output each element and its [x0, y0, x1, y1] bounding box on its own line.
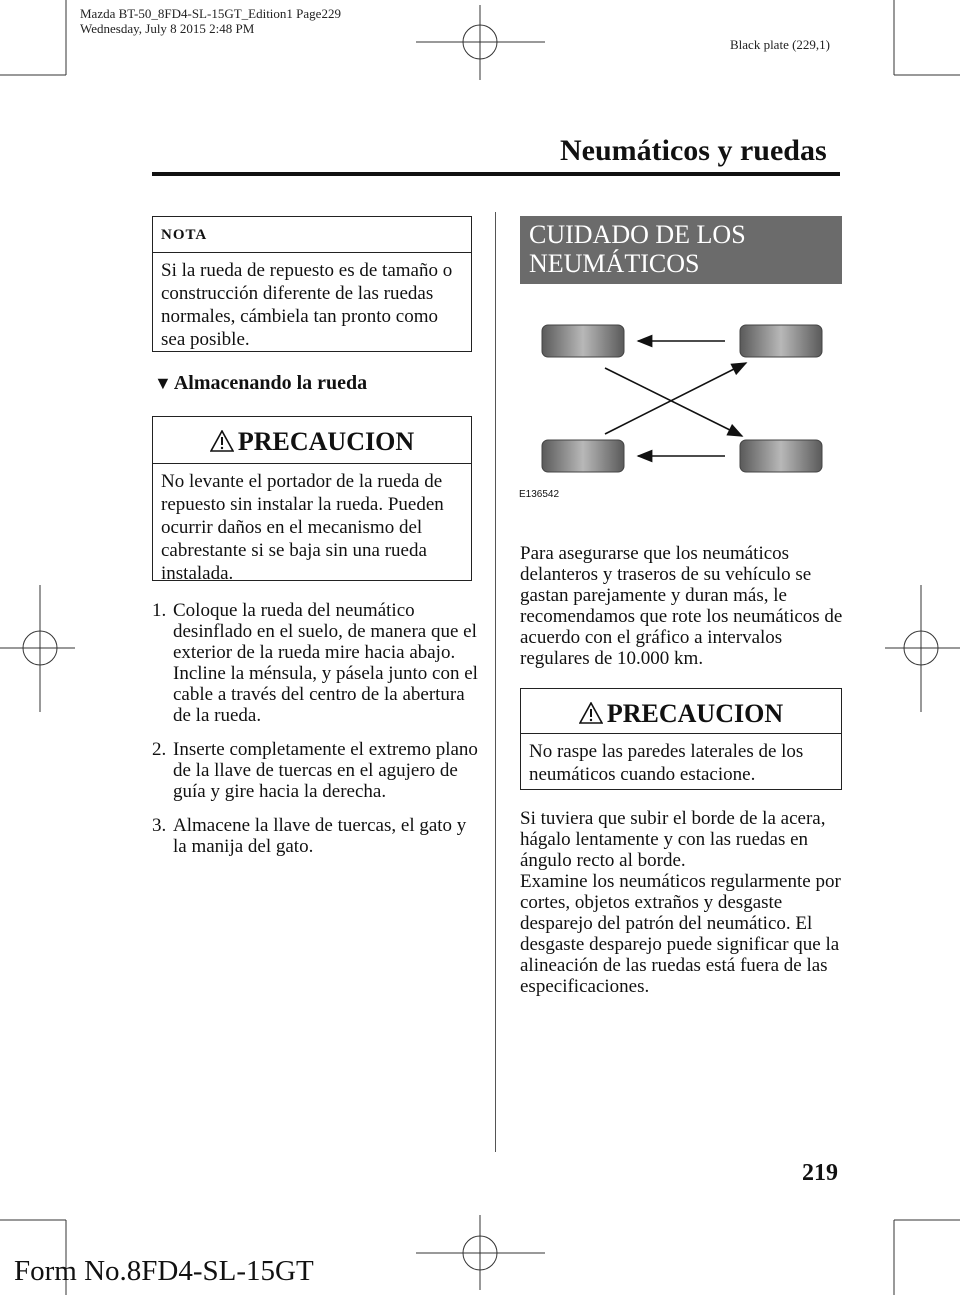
warning-icon: [210, 430, 234, 452]
steps-list: [152, 600, 482, 870]
list-item: [152, 815, 482, 857]
arrow-diagonal-up: [605, 363, 746, 434]
page-number: 219: [802, 1160, 838, 1186]
caution-title-right: PRECAUCION: [606, 699, 784, 728]
inspection-text: Examine los neumáticos regularmente por cortes, objetos extraños y desgaste desparejo del patrón del neumático. El desgaste desparejo puede significar que la alineación de las ruedas está fuera de las especificaciones.: [520, 871, 841, 997]
caution-heading-left: [153, 417, 471, 464]
tire-rotation-diagram: [520, 300, 842, 510]
step-text: Almacene la llave de tuercas, el gato y la manija del gato.: [173, 815, 467, 857]
banner-line-1: CUIDADO DE LOS: [529, 220, 746, 249]
subheading: [154, 372, 367, 395]
curb-text: Si tuviera que subir el borde de la acera, hágalo lentamente y con las ruedas en ángulo recto al borde.: [520, 808, 826, 871]
tire-rear-left: [542, 440, 624, 472]
inspection-paragraph: [520, 808, 845, 997]
triangle-marker-icon: ▼: [154, 373, 172, 393]
header-rule: [152, 172, 840, 176]
tire-front-right: [740, 325, 822, 357]
figure-code: E136542: [519, 489, 560, 500]
list-item: [152, 600, 482, 726]
step-number: 1.: [152, 600, 167, 621]
caution-text-right: No raspe las paredes laterales de los neumáticos cuando estacione.: [529, 741, 804, 785]
tire-rear-right: [740, 440, 822, 472]
section-title: Neumáticos y ruedas: [560, 134, 827, 167]
meta-line-2: Wednesday, July 8 2015 2:48 PM: [80, 21, 255, 36]
step-number: 3.: [152, 815, 167, 836]
caution-box-left: [152, 416, 472, 584]
warning-icon: [579, 702, 603, 724]
plate-label: Black plate (229,1): [730, 37, 830, 52]
note-heading: NOTA: [153, 217, 471, 253]
rotation-paragraph: Para asegurarse que los neumáticos delanteros y traseros de su vehículo se gastan parejamente y duran más, le recomendamos que rote los neumáticos de acuerdo con el gráfico a intervalos regulares de 10.000 km.: [520, 543, 843, 669]
banner-line-2: NEUMÁTICOS: [529, 249, 700, 278]
caution-text-left: No levante el portador de la rueda de repuesto sin instalar la rueda. Pueden ocurrir daños en el mecanismo del cabrestante si se baja sin una rueda instalada.: [161, 471, 444, 584]
step-text: Inserte completamente el extremo plano de la llave de tuercas en el agujero de guía y gire hacia la derecha.: [173, 739, 478, 802]
meta-line-1: Mazda BT-50_8FD4-SL-15GT_Edition1 Page229: [80, 6, 341, 21]
caution-heading-right: [521, 689, 841, 734]
step-text: Coloque la rueda del neumático desinflado en el suelo, de manera que el exterior de la rueda mire hacia abajo. Incline la ménsula, y pásela junto con el cable a través del centro de la abertura de la rueda.: [173, 600, 478, 726]
form-number: Form No.8FD4-SL-15GT: [14, 1255, 314, 1287]
column-separator: [495, 212, 496, 1152]
section-banner: [520, 216, 842, 284]
step-number: 2.: [152, 739, 167, 760]
list-item: [152, 739, 482, 802]
note-text: Si la rueda de repuesto es de tamaño o construcción diferente de las ruedas normales, cámbiela tan pronto como sea posible.: [161, 260, 453, 350]
tire-front-left: [542, 325, 624, 357]
print-meta: [80, 6, 341, 36]
arrow-diagonal-down: [605, 368, 742, 436]
caution-title-left: PRECAUCION: [237, 427, 415, 456]
subheading-text: Almacenando la rueda: [173, 372, 368, 394]
note-box: [152, 216, 472, 352]
caution-box-right: [520, 688, 842, 790]
